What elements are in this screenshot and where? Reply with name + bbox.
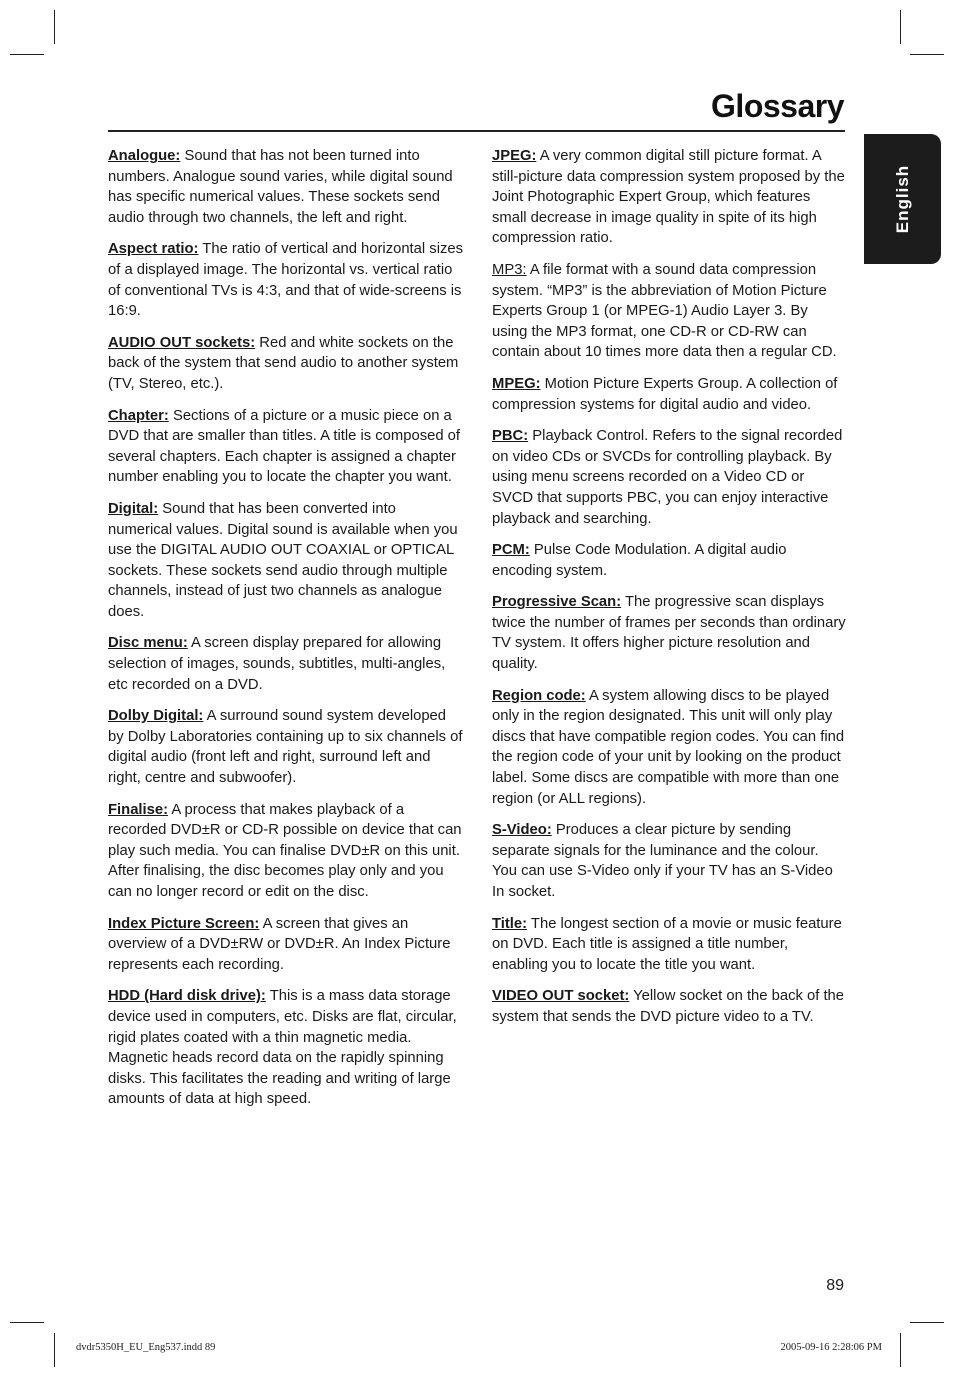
glossary-definition: The longest section of a movie or music feature on DVD. Each title is assigned a title number, enabling you to locate the title you want. (492, 915, 842, 973)
glossary-entry-index-picture-screen (108, 914, 464, 976)
glossary-entry-aspect-ratio (108, 239, 464, 321)
glossary-term: HDD (Hard disk drive): (108, 988, 266, 1005)
glossary-definition: Sound that has been converted into numerical values. Digital sound is available when you use the DIGITAL AUDIO OUT COAXIAL or OPTICAL sockets. These sockets send audio through multiple channels, instead of just two channels as analogue does. (108, 500, 458, 620)
glossary-term: MPEG: (492, 375, 541, 392)
glossary-entry-region-code (492, 686, 846, 810)
glossary-term: JPEG: (492, 148, 537, 164)
crop-mark (54, 1333, 55, 1367)
glossary-term: Disc menu: (108, 635, 188, 652)
language-tab-label: English (892, 164, 912, 234)
glossary-term: Region code: (492, 687, 586, 704)
footer-file-info: dvdr5350H_EU_Eng537.indd 89 (76, 1342, 216, 1353)
glossary-term: Title: (492, 915, 528, 932)
glossary-term: PCM: (492, 542, 530, 559)
glossary-term: S-Video: (492, 822, 552, 839)
glossary-entry-s-video (492, 820, 846, 902)
glossary-term: AUDIO OUT sockets: (108, 334, 256, 351)
glossary-definition: Produces a clear picture by sending separate signals for the luminance and the colour. You can use S-Video only if your TV has an S-Video In socket. (492, 822, 833, 900)
page-title: Glossary (711, 88, 844, 124)
glossary-entry-jpeg (492, 146, 846, 249)
glossary-definition: Pulse Code Modulation. A digital audio encoding system. (492, 542, 787, 579)
glossary-definition: Sound that has not been turned into numbers. Analogue sound varies, while digital sound has specific numerical values. These sockets send audio through two channels, the left and right. (108, 148, 453, 226)
crop-mark (10, 1322, 44, 1323)
glossary-definition: Playback Control. Refers to the signal recorded on video CDs or SVCDs for controlling playback. By using menu screens recorded on a Video CD or SVCD that supports PBC, you can enjoy interactive playback and searching. (492, 428, 843, 527)
glossary-entry-title (492, 914, 846, 976)
glossary-term: MP3: (492, 261, 527, 278)
glossary-term: Analogue: (108, 148, 181, 164)
glossary-entry-mp3 (492, 260, 846, 363)
language-tab (864, 134, 941, 264)
glossary-entry-video-out (492, 986, 846, 1027)
glossary-entry-audio-out (108, 333, 464, 395)
glossary-definition: Sections of a picture or a music piece on a DVD that are smaller than titles. A title is composed of several chapters. Each chapter is assigned a chapter number enabling you to locate the chapter you want. (108, 407, 460, 486)
glossary-entry-hdd (108, 986, 464, 1110)
glossary-term: Chapter: (108, 407, 169, 424)
footer-timestamp: 2005-09-16 2:28:06 PM (780, 1342, 882, 1353)
glossary-entry-analogue (108, 146, 464, 228)
glossary-entry-chapter (108, 406, 464, 488)
crop-mark (900, 1333, 901, 1367)
glossary-left-column (108, 146, 464, 1121)
glossary-entry-dolby-digital (108, 706, 464, 788)
glossary-term: Finalise: (108, 801, 169, 818)
glossary-definition: The progressive scan displays twice the number of frames per seconds than ordinary TV system. It offers higher picture resolution and quality. (492, 594, 846, 673)
glossary-term: Dolby Digital: (108, 708, 204, 725)
title-rule (108, 130, 845, 132)
glossary-term: Index Picture Screen: (108, 915, 260, 932)
crop-mark (910, 54, 944, 55)
glossary-entry-digital (108, 499, 464, 623)
glossary-right-column (492, 146, 846, 1039)
glossary-definition: Red and white sockets on the back of the system that send audio to another system (TV, Stereo, etc.). (108, 334, 459, 392)
crop-mark (900, 10, 901, 44)
glossary-definition: The ratio of vertical and horizontal sizes of a displayed image. The horizontal vs. vertical ratio of conventional TVs is 4:3, and that of wide-screens is 16:9. (108, 241, 464, 320)
glossary-entry-disc-menu (108, 633, 464, 695)
crop-mark (910, 1322, 944, 1323)
glossary-definition: A screen that gives an overview of a DVD±RW or DVD±R. An Index Picture represents each recording. (108, 915, 451, 973)
crop-mark (10, 54, 44, 55)
glossary-definition: A very common digital still picture format. A still-picture data compression system proposed by the Joint Photographic Expert Group, which features small decrease in image quality in spite of its high compression ratio. (492, 148, 845, 247)
glossary-entry-pcm (492, 540, 846, 581)
glossary-definition: A process that makes playback of a recorded DVD±R or CD-R possible on device that can play such media. You can finalise DVD±R on this unit. After finalising, the disc becomes play only and you can no longer record or edit on the disc. (108, 801, 462, 900)
glossary-term: PBC: (492, 428, 529, 445)
page-number: 89 (826, 1277, 844, 1294)
glossary-entry-finalise (108, 800, 464, 903)
glossary-entry-pbc (492, 426, 846, 529)
glossary-term: VIDEO OUT socket: (492, 988, 630, 1005)
glossary-definition: Yellow socket on the back of the system that sends the DVD picture video to a TV. (492, 988, 845, 1025)
glossary-definition: A file format with a sound data compression system. “MP3” is the abbreviation of Motion Picture Experts Group 1 (or MPEG-1) Audio Layer 3. By using the MP3 format, one CD-R or CD-RW can contain about 10 times more data then a regular CD. (492, 261, 837, 361)
glossary-definition: A screen display prepared for allowing selection of images, sounds, subtitles, multi-angles, etc recorded on a DVD. (108, 635, 446, 693)
glossary-definition: Motion Picture Experts Group. A collection of compression systems for digital audio and video. (492, 375, 838, 413)
crop-mark (54, 10, 55, 44)
glossary-term: Progressive Scan: (492, 594, 622, 611)
glossary-definition: A system allowing discs to be played only in the region designated. This unit will only play discs that have compatible region codes. You can find the region code of your unit by looking on the product label. Some discs are compatible with more than one region (or ALL regions). (492, 687, 845, 807)
glossary-definition: This is a mass data storage device used in computers, etc. Disks are flat, circular, rigid plates coated with a thin magnetic media. Magnetic heads record data on the rapidly spinning disks. This facilitates the reading and writing of large amounts of data at high speed. (108, 988, 457, 1108)
glossary-term: Digital: (108, 500, 159, 517)
glossary-entry-mpeg (492, 374, 846, 415)
glossary-entry-progressive-scan (492, 592, 846, 674)
glossary-term: Aspect ratio: (108, 241, 199, 258)
glossary-definition: A surround sound system developed by Dolby Laboratories containing up to six channels of digital audio (front left and right, surround left and right, centre and subwoofer). (108, 708, 463, 787)
